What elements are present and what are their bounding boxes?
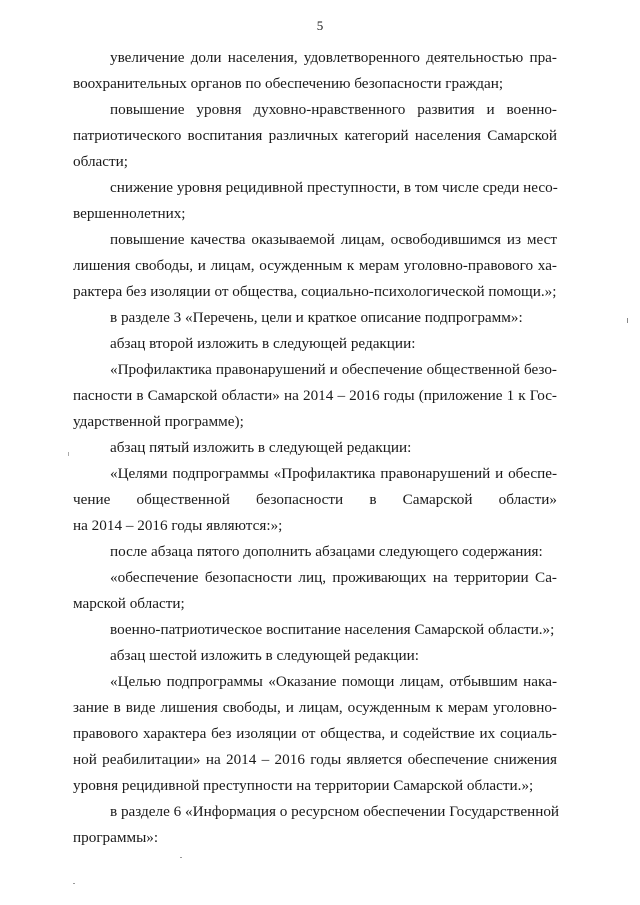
text-line: вершеннолетних; bbox=[73, 205, 186, 222]
page-number: 5 bbox=[316, 18, 324, 33]
text-line: после абзаца пятого дополнить абзацами следующего содержания: bbox=[110, 543, 543, 560]
scan-mark bbox=[627, 318, 628, 323]
text-line: ной реабилитации» на 2014 – 2016 годы является обеспечение снижения bbox=[73, 751, 557, 768]
text-line: рактера без изоляции от общества, социально-психологической помощи.»; bbox=[73, 283, 557, 300]
text-line: увеличение доли населения, удовлетворенного деятельностью пра- bbox=[110, 49, 557, 66]
text-line: «Целью подпрограммы «Оказание помощи лицам, отбывшим нака- bbox=[110, 673, 557, 690]
text-line: «обеспечение безопасности лиц, проживающих на территории Са- bbox=[110, 569, 557, 586]
text-line: зание в виде лишения свободы, и лицам, осужденным к мерам уголовно- bbox=[73, 699, 557, 716]
text-line: «Профилактика правонарушений и обеспечение общественной безо- bbox=[110, 361, 557, 378]
text-line: в разделе 3 «Перечень, цели и краткое описание подпрограмм»: bbox=[110, 309, 523, 326]
scan-speck bbox=[73, 883, 75, 884]
text-line: снижение уровня рецидивной преступности, в том числе среди несо- bbox=[110, 179, 558, 196]
text-line: лишения свободы, и лицам, осужденным к мерам уголовно-правового ха- bbox=[73, 257, 557, 274]
text-line: марской области; bbox=[73, 595, 185, 612]
text-line: повышение уровня духовно-нравственного развития и военно- bbox=[110, 101, 557, 118]
text-line: чение общественной безопасности в Самарской области» bbox=[73, 491, 557, 508]
text-line: «Целями подпрограммы «Профилактика правонарушений и обеспе- bbox=[110, 465, 557, 482]
scan-speck bbox=[180, 857, 182, 858]
text-line: программы»: bbox=[73, 829, 159, 846]
text-line: абзац пятый изложить в следующей редакции: bbox=[110, 439, 412, 456]
document-body bbox=[73, 45, 560, 851]
text-line: области; bbox=[73, 153, 128, 170]
text-line: ударственной программе); bbox=[73, 413, 244, 430]
text-line: абзац второй изложить в следующей редакции: bbox=[110, 335, 416, 352]
text-line: в разделе 6 «Информация о ресурсном обеспечении Государственной bbox=[110, 803, 560, 820]
text-line: уровня рецидивной преступности на территории Самарской области.»; bbox=[73, 777, 534, 794]
text-line: повышение качества оказываемой лицам, освободившимся из мест bbox=[110, 231, 557, 248]
text-line: на 2014 – 2016 годы являются:»; bbox=[73, 517, 283, 534]
text-line: пасности в Самарской области» на 2014 – 2016 годы (приложение 1 к Гос- bbox=[73, 387, 557, 404]
text-line: правового характера без изоляции от общества, и содействие их социаль- bbox=[73, 725, 557, 742]
text-line: воохранительных органов по обеспечению безопасности граждан; bbox=[73, 75, 504, 92]
text-line: патриотического воспитания различных категорий населения Самарской bbox=[73, 127, 557, 144]
text-line: абзац шестой изложить в следующей редакции: bbox=[110, 647, 419, 664]
scan-mark bbox=[68, 452, 69, 456]
text-line: военно-патриотическое воспитание населения Самарской области.»; bbox=[110, 621, 555, 638]
